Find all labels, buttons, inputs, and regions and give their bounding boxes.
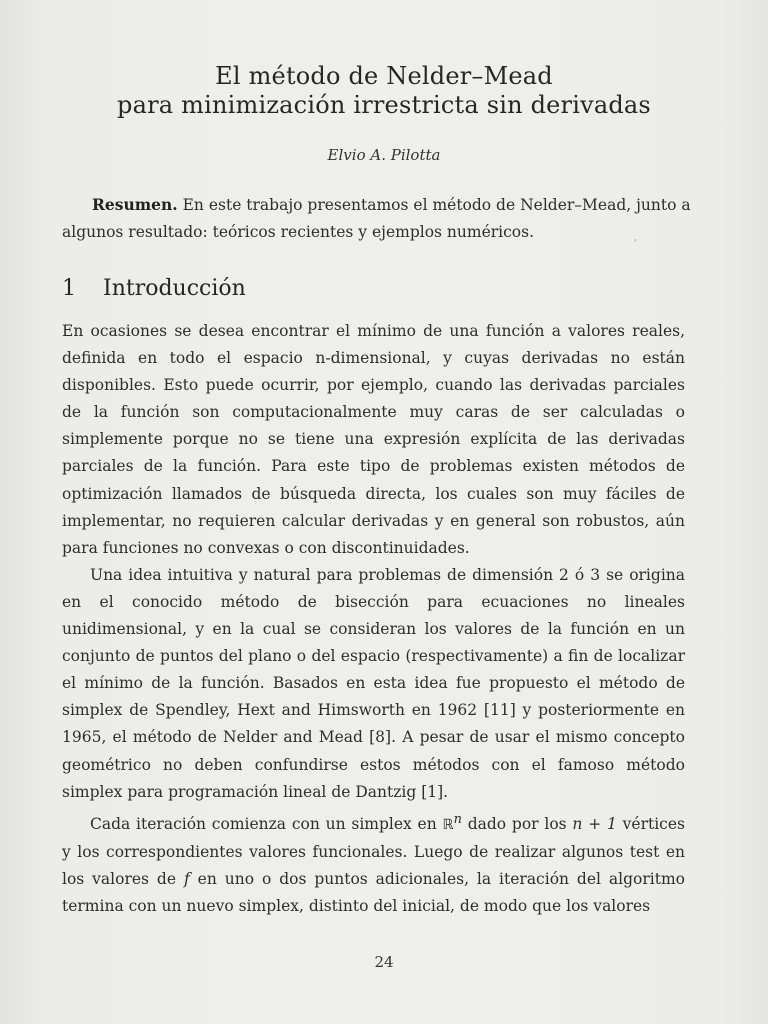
paragraph-1: En ocasiones se desea encontrar el mínimo de una función a valores reales, definida en todo el espacio n-dimensional, y cuyas derivadas no están disponibles. Esto puede ocurrir, por ejemplo, cuando las derivadas parciales de la función son computacionalmente muy caras de ser calculadas o simplemente porque no se tiene una expresión explícita de las derivadas parciales de la función. Para este tipo de problemas existen métodos de optimización llamados de búsqueda directa, los cuales son muy fáciles de implementar, no requieren calcular derivadas y en general son robustos, aún para funciones no convexas o con discontinuidades. [62,322,685,557]
paper-title [0,62,768,120]
reals-symbol: ℝ [442,816,454,833]
body-text [62,318,685,920]
title-line-1: El método de Nelder–Mead [215,62,553,90]
abstract [62,191,692,249]
stray-mark: ' [634,239,637,249]
section-number: 1 [62,276,76,301]
author-name: Elvio A. Pilotta [327,146,441,164]
reals-exponent: n [453,811,462,827]
section-heading [62,276,246,301]
abstract-text: En este trabajo presentamos el método de Nelder–Mead, junto a algunos resultado: teóricos recientes y ejemplos numéricos. [62,196,691,241]
section-title: Introducción [103,276,246,301]
math-f: f [183,870,190,889]
paragraph-2: Una idea intuitiva y natural para problemas de dimensión 2 ó 3 se origina en el conocido método de bisección para ecuaciones no lineales unidimensional, y en la cual se consideran los valores de la función en un conjunto de puntos del plano o del espacio (respectivamente) a fin de localizar el mínimo de la función. Basados en esta idea fue propuesto el método de simplex de Spendley, Hext and Himsworth en 1962 [11] y posteriormente en 1965, el método de Nelder and Mead [8]. A pesar de usar el mismo concepto geométrico no deben confundirse estos métodos con el famoso método simplex para programación lineal de Dantzig [1]. [62,565,685,801]
abstract-label: Resumen. [92,195,178,214]
paragraph-3: Cada iteración comienza con un simplex en ℝ$^n$ dado por los n + 1 vértices y los correspondientes valores funcionales. Luego de realizar algunos test en los valores de f en uno o dos puntos adicionales, la iteración del algoritmo termina con un nuevo simplex, distinto del inicial, de modo que los valores [62,811,685,916]
page-number: 24 [374,953,394,971]
math-n-plus-1: n + 1 [572,814,617,833]
title-line-2: para minimización irrestricta sin derivadas [117,91,651,119]
